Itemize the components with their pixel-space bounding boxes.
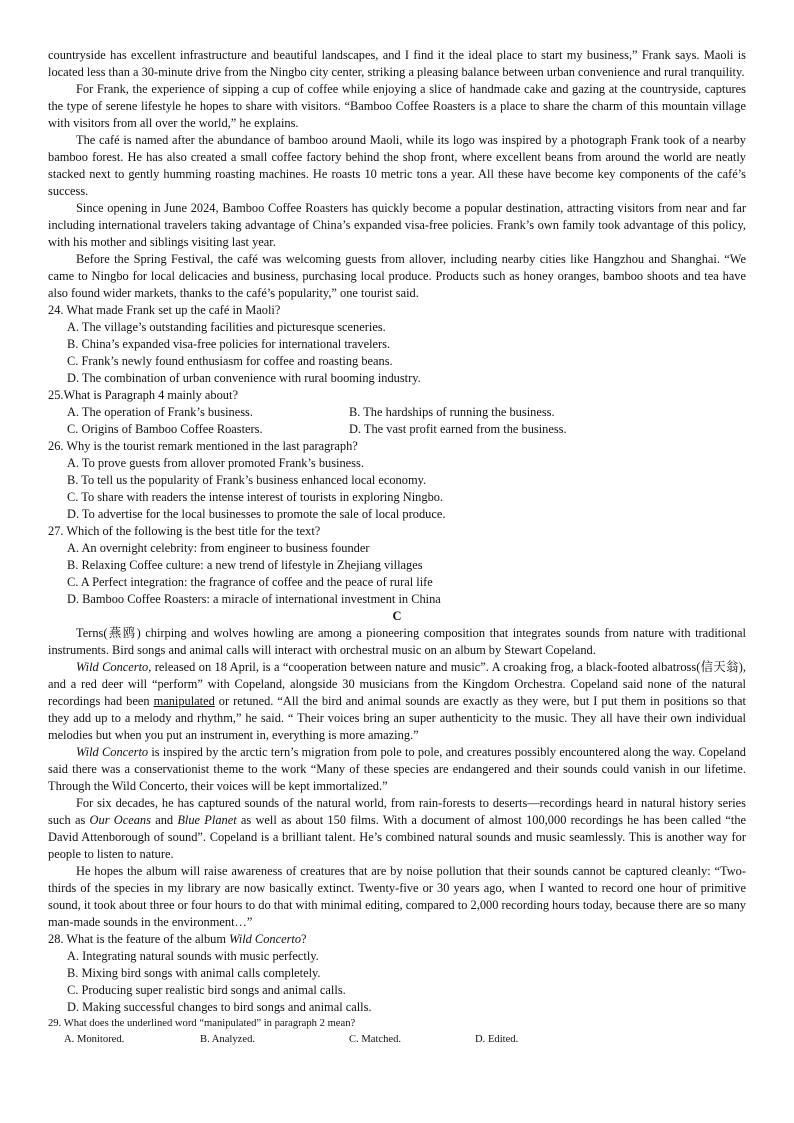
- paragraph: countryside has excellent infrastructure and beautiful landscapes, and I find it the ideal place to start my business,” Frank says. Maoli is located less than a 30-minute drive from the Ningbo city center, striking a pleasing balance between urban convenience and rural tranquility.: [48, 48, 746, 79]
- paragraph: Since opening in June 2024, Bamboo Coffee Roasters has quickly become a popular destination, attracting visitors from near and far including international travelers taking advantage of China’s expanded visa-free policies. Frank’s own family took advantage of this policy, with his mother and siblings visiting last year.: [48, 201, 746, 249]
- option-a[interactable]: A. The operation of Frank’s business.: [67, 405, 253, 419]
- options-grid: [48, 1032, 746, 1048]
- option-a[interactable]: A. The village’s outstanding facilities and picturesque sceneries.: [67, 320, 386, 334]
- option-a[interactable]: A. Monitored.: [64, 1034, 125, 1045]
- option-c[interactable]: C. Frank’s newly found enthusiasm for coffee and roasting beans.: [67, 354, 393, 368]
- option-c[interactable]: C. A Perfect integration: the fragrance of coffee and the peace of rural life: [67, 575, 433, 589]
- question-28: [48, 931, 746, 1016]
- option-d[interactable]: D. The vast profit earned from the business.: [349, 422, 567, 436]
- question-29: [48, 1016, 746, 1048]
- option-c[interactable]: C. Origins of Bamboo Coffee Roasters.: [67, 422, 263, 436]
- option-d[interactable]: D. Bamboo Coffee Roasters: a miracle of international investment in China: [67, 592, 441, 606]
- text-run: ?: [301, 932, 307, 946]
- text-run: or retuned. “All the bird and animal sounds are exactly as they were, but I put them in positions so that they add up to a melody and rhythm,” he said. “ Their voices bring an super authenticity to the music. They all have their own individual melodies but when you put an instrument in, everything is more amazing.”: [48, 694, 746, 742]
- option-b[interactable]: B. China’s expanded visa-free policies for international travelers.: [67, 337, 391, 351]
- text-run: as well as about 150 films. With a document of almost 100,000 recordings he has been called “the David Attenborough of sound”. Copeland is a brilliant talent. He’s combined natural sounds and music seamlessly. This is another way for people to listen to nature.: [48, 813, 747, 861]
- section-heading: C: [392, 609, 402, 623]
- text-run: and: [150, 813, 178, 827]
- text-run: 28. What is the feature of the album: [48, 932, 230, 946]
- paragraph: Before the Spring Festival, the café was welcoming guests from allover, including nearby cities like Hangzhou and Shanghai. “We came to Ningbo for local delicacies and business, purchasing local produce. Products such as honey oranges, bamboo shoots and tea have also found wider markets, thanks to the café’s popularity,” one tourist said.: [48, 252, 746, 300]
- underlined-word: manipulated: [153, 694, 215, 708]
- option-a[interactable]: A. Integrating natural sounds with music perfectly.: [67, 949, 319, 963]
- paragraph: [48, 659, 746, 744]
- option-c[interactable]: C. Producing super realistic bird songs and animal calls.: [67, 983, 346, 997]
- question-stem: [48, 931, 746, 948]
- option-d[interactable]: D. The combination of urban convenience with rural booming industry.: [67, 371, 421, 385]
- question-stem: 27. Which of the following is the best title for the text?: [48, 524, 321, 538]
- option-a[interactable]: A. To prove guests from allover promoted Frank’s business.: [67, 456, 364, 470]
- option-b[interactable]: B. Mixing bird songs with animal calls completely.: [67, 966, 321, 980]
- paragraph: [48, 744, 746, 795]
- option-d[interactable]: D. Edited.: [475, 1034, 519, 1045]
- option-d[interactable]: D. Making successful changes to bird songs and animal calls.: [67, 1000, 372, 1014]
- album-title: Wild Concerto: [229, 932, 302, 946]
- paragraph: He hopes the album will raise awareness of creatures that are by noise pollution that their sounds cannot be captured cleanly: “Two-thirds of the species in my library are now basically extinct. Twenty-five or 30 years ago, when I wanted to record one hour of primitive sound, it took about three or four hours to do that with minimal editing, compared to 2,000 recording hours today, because there are so many man-made sounds in the environment…”: [48, 864, 746, 929]
- question-26: [48, 438, 746, 523]
- exam-page: [48, 47, 746, 1048]
- question-stem: 24. What made Frank set up the café in Maoli?: [48, 303, 281, 317]
- question-25: [48, 387, 746, 438]
- album-title: Wild Concerto: [76, 660, 149, 674]
- series-title: Blue Planet: [177, 813, 237, 827]
- paragraph: The café is named after the abundance of bamboo around Maoli, while its logo was inspired by a photograph Frank took of a nearby bamboo forest. He has also created a small coffee factory behind the shop front, where excellent beans from around the world are neatly stacked next to gently humming roasting machines. He roasts 10 metric tons a year. All these have become key components of the café’s success.: [48, 133, 746, 198]
- album-title: Wild Concerto: [76, 745, 149, 759]
- paragraph: For Frank, the experience of sipping a cup of coffee while enjoying a slice of handmade cake and gazing at the countryside, captures the type of serene lifestyle he hopes to share with visitors. “Bamboo Coffee Roasters is a place to share the charm of this mountain village with visitors from all over the world,” he explains.: [48, 82, 746, 130]
- series-title: Our Oceans: [89, 813, 151, 827]
- option-a[interactable]: A. An overnight celebrity: from engineer to business founder: [67, 541, 370, 555]
- option-d[interactable]: D. To advertise for the local businesses to promote the sale of local produce.: [67, 507, 446, 521]
- question-27: [48, 523, 746, 608]
- paragraph: Terns(燕鸥) chirping and wolves howling are among a pioneering composition that integrates sounds from nature with traditional instruments. Bird songs and animal calls will interact with orchestral music on an album by Stewart Copeland.: [48, 626, 746, 657]
- paragraph: [48, 795, 746, 863]
- option-c[interactable]: C. Matched.: [349, 1034, 402, 1045]
- question-24: [48, 302, 746, 387]
- question-stem: 29. What does the underlined word “manipulated” in paragraph 2 mean?: [48, 1018, 356, 1029]
- question-stem: 25.What is Paragraph 4 mainly about?: [48, 388, 238, 402]
- text-run: , released on 18 April, is a “cooperation between nature and music”. A croaking frog, a black-footed albatross(信天翁), and a red deer will “perform” with Copeland, alongside 30 musicians from the Kingdom Orchestra. Copeland said none of the natural recordings had been: [48, 660, 746, 708]
- options-grid: [48, 404, 746, 438]
- option-b[interactable]: B. Analyzed.: [200, 1034, 256, 1045]
- text-run: For six decades, he has captured sounds of the natural world, from rain-forests to deserts—recordings heard in natural history series such as: [48, 796, 746, 827]
- option-b[interactable]: B. The hardships of running the business.: [349, 405, 555, 419]
- option-b[interactable]: B. To tell us the popularity of Frank’s business enhanced local economy.: [67, 473, 427, 487]
- question-stem: 26. Why is the tourist remark mentioned in the last paragraph?: [48, 439, 358, 453]
- text-run: is inspired by the arctic tern’s migration from pole to pole, and creatures possibly encountered along the way. Copeland said there was a conservationist theme to the work “Many of these species are endangered and their sounds could vanish in our lifetime. Through the Wild Concerto, their voices will be kept immortalized.”: [48, 745, 746, 793]
- option-b[interactable]: B. Relaxing Coffee culture: a new trend of lifestyle in Zhejiang villages: [67, 558, 423, 572]
- option-c[interactable]: C. To share with readers the intense interest of tourists in exploring Ningbo.: [67, 490, 444, 504]
